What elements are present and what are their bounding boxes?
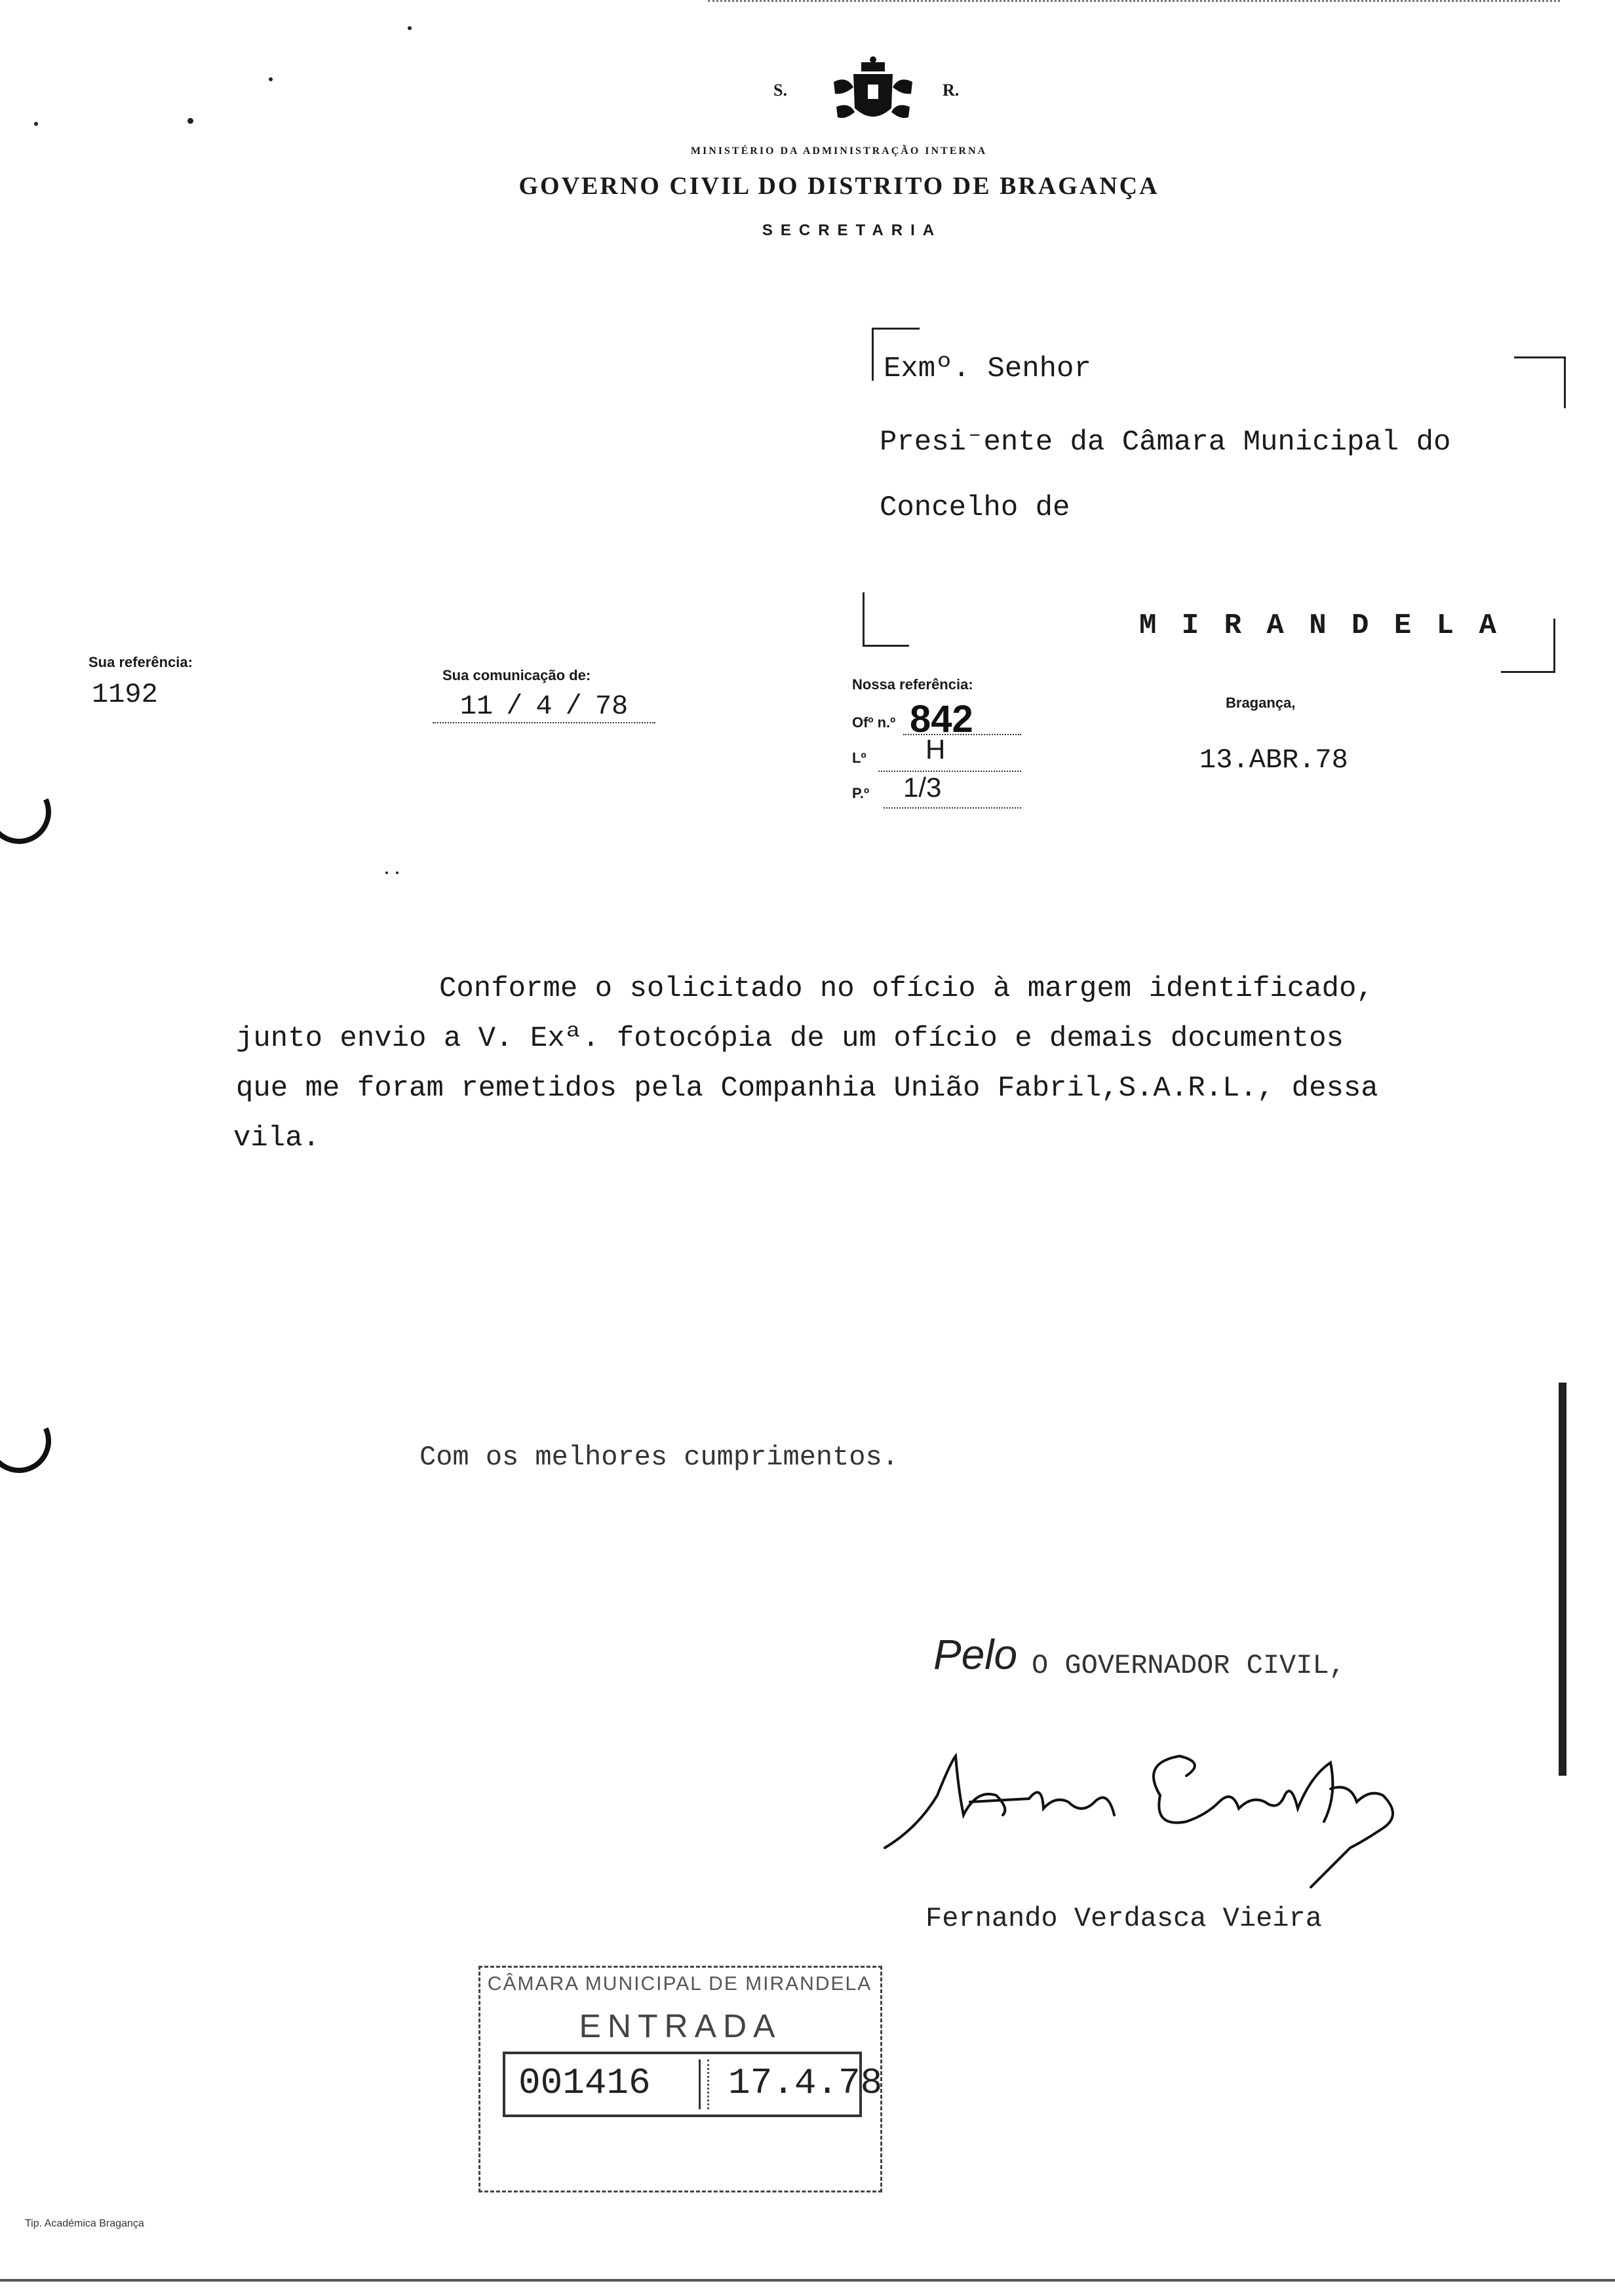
department-line: SECRETARIA: [762, 221, 943, 239]
scan-speck: [408, 26, 412, 30]
letterhead-emblem-row: [773, 56, 983, 134]
date-separator: /: [565, 691, 582, 722]
address-bracket-bottom-left: [863, 592, 909, 647]
scan-speck: [396, 871, 399, 874]
livro-value: H: [925, 734, 946, 765]
sua-referencia-value: 1192: [92, 679, 158, 710]
stamp-divider: [699, 2059, 709, 2109]
punch-hole: [0, 771, 60, 853]
address-bracket-bottom-right: [1501, 619, 1555, 673]
letter-date: 13.ABR.78: [1199, 744, 1348, 776]
oficio-field: [903, 698, 1021, 740]
body-line: Conforme o solicitado no ofício à margem identificado,: [439, 972, 1374, 1005]
processo-label: P.º: [852, 785, 869, 801]
processo-field: [884, 773, 1021, 809]
sua-referencia-label: Sua referência:: [88, 654, 193, 670]
stamp-number: 001416: [518, 2062, 651, 2104]
body-line: que me foram remetidos pela Companhia União Fabril,S.A.R.L., dessa: [236, 1072, 1378, 1105]
addressee-salutation: Exmº. Senhor: [884, 353, 1091, 385]
nossa-referencia-label: Nossa referência:: [852, 676, 973, 693]
closing-line: Com os melhores cumprimentos.: [419, 1442, 899, 1473]
printer-credit: Tip. Académica Bragança: [25, 2218, 144, 2229]
livro-label: Lº: [852, 750, 866, 766]
stamp-header: CÂMARA MUNICIPAL DE MIRANDELA: [487, 1973, 872, 1995]
address-bracket-top-right: [1514, 356, 1566, 408]
stamp-date: 17.4.78: [728, 2062, 883, 2104]
scan-edge-mark: [1559, 1383, 1566, 1776]
ministry-line: MINISTÉRIO DA ADMINISTRAÇÃO INTERNA: [690, 145, 988, 157]
addressee-municipality: Concelho de: [880, 491, 1070, 524]
livro-field: [878, 734, 1021, 772]
oficio-label: Ofº n.º: [852, 714, 896, 731]
stamp-number-box: [503, 2052, 883, 2117]
handwritten-signature: [878, 1717, 1468, 1913]
sua-comunicacao-day: 11: [459, 691, 494, 722]
scan-speck: [385, 871, 388, 874]
city-label: Bragança,: [1226, 695, 1296, 711]
body-line: junto envio a V. Exª. fotocópia de um ofício e demais documentos: [236, 1022, 1344, 1055]
scan-speck: [187, 118, 193, 124]
emblem-left-letter: S.: [773, 81, 787, 100]
emblem-right-letter: R.: [943, 81, 960, 100]
signatory-name: Fernando Verdasca Vieira: [925, 1903, 1322, 1934]
processo-value: 1/3: [903, 772, 942, 803]
scan-top-edge: [708, 0, 1560, 4]
date-separator: /: [506, 691, 523, 722]
sua-comunicacao-date: [433, 691, 655, 723]
coat-of-arms-icon: [827, 56, 919, 134]
entry-stamp: [478, 1966, 882, 2192]
body-line: vila.: [233, 1122, 321, 1155]
sua-comunicacao-label: Sua comunicação de:: [442, 667, 591, 683]
letterhead-title: GOVERNO CIVIL DO DISTRITO DE BRAGANÇA: [518, 172, 1159, 200]
punch-hole: [0, 1400, 60, 1482]
sua-comunicacao-month: 4: [535, 691, 553, 722]
addressee-place: M I R A N D E L A: [1139, 609, 1500, 642]
signature-title: O GOVERNADOR CIVIL,: [1032, 1650, 1346, 1681]
sua-comunicacao-year: 78: [594, 691, 629, 722]
scan-speck: [34, 122, 38, 126]
oficio-number: 842: [910, 698, 973, 740]
addressee-title: Presi⁻ente da Câmara Municipal do: [880, 426, 1451, 459]
scan-speck: [269, 77, 273, 81]
stamp-title: ENTRADA: [579, 2008, 782, 2044]
signature-prefix: Pelo: [933, 1631, 1018, 1678]
scan-bottom-edge: [0, 2279, 1615, 2282]
